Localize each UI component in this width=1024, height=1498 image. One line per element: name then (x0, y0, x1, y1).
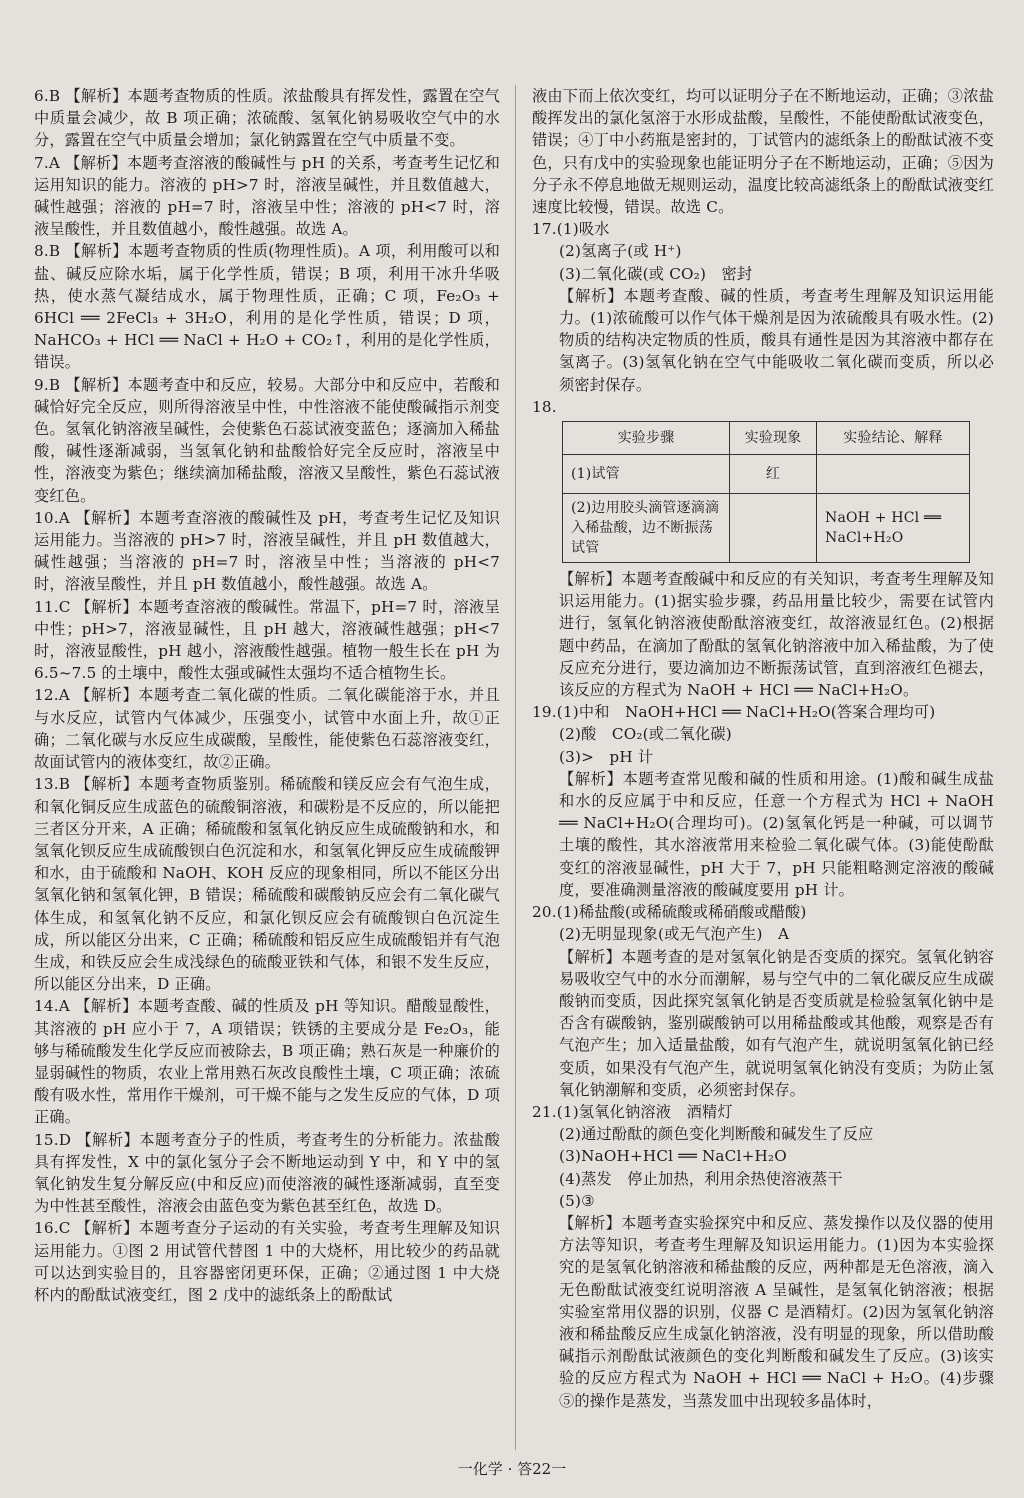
answer-21-line-3: (3)NaOH+HCl ══ NaCl+H₂O (559, 1147, 787, 1166)
answer-19-analysis: 【解析】本题考查常见酸和碱的性质和用途。(1)酸和碱生成盐和水的反应属于中和反应，任意一个方程式为 HCl + NaOH ══ NaCl+H₂O(合理均可)。(2)氢氧化钙是一种碱，可以调节土壤的酸性，其水溶液常用来检验二氧化碳气体。(3)能使酚酞变红的溶液显碱性，pH 大于 7，pH 只能粗略测定溶液的酸碱度，要准确测量溶液的酸碱度要用 pH 计。 (559, 769, 994, 899)
left-column (34, 85, 500, 1306)
answer-19-line-1: 19.(1)中和 NaOH+HCl ══ NaCl+H₂O(答案合理均可) (532, 703, 936, 722)
answer-7: 7.A 【解析】本题考查溶液的酸碱性与 pH 的关系，考查考生记忆和运用知识的能力。溶液的 pH>7 时，溶液呈碱性，并且数值越大，碱性越强；溶液的 pH=7 时，溶液呈中性；溶液的 pH<7 时，溶液呈酸性，并且数值越小，酸性越强。故选 A。 (34, 153, 500, 239)
answer-17-line-1: 17.(1)吸水 (532, 220, 610, 239)
answer-21-line-4: (4)蒸发 停止加热，利用余热使溶液蒸干 (559, 1169, 843, 1188)
answer-10: 10.A 【解析】本题考查溶液的酸碱性及 pH，考查考生记忆及知识运用能力。当溶液的 pH>7 时，溶液呈碱性，并且 pH 数值越大，碱性越强；当溶液的 pH=7 时，溶液呈中性；当溶液的 pH<7 时，溶液呈酸性，并且 pH 数值越小，酸性越强。故选 A。 (34, 508, 500, 594)
answer-19-line-2: (2)酸 CO₂(或二氧化碳) (559, 725, 732, 744)
answer-20-analysis: 【解析】本题考查的是对氢氧化钠是否变质的探究。氢氧化钠容易吸收空气中的水分而潮解，易与空气中的二氧化碳反应生成碳酸钠而变质，因此探究氢氧化钠是否变质就是检验氢氧化钠中是否含有碳酸钠，鉴别碳酸钠可以用稀盐酸或其他酸，观察是否有气泡产生；加入适量盐酸，如有气泡产生，就说明氢氧化钠已经变质，如果没有气泡产生，就说明氢氧化钠没有变质；为防止氢氧化钠潮解和变质，必须密封保存。 (559, 947, 994, 1099)
table-header-conclusion: 实验结论、解释 (817, 422, 970, 455)
column-divider (515, 85, 516, 1450)
experiment-table (562, 421, 970, 563)
answer-15: 15.D 【解析】本题考查分子的性质，考查考生的分析能力。浓盐酸具有挥发性，X 中的氯化氢分子会不断地运动到 Y 中，和 Y 中的氢氧化钠发生复分解反应(中和反应)而使溶液的碱性逐渐减弱，直至变为中性甚至酸性，溶液会由蓝色变为紫色甚至红色，故选 D。 (34, 1130, 500, 1216)
answer-9: 9.B 【解析】本题考查中和反应，较易。大部分中和反应中，若酸和碱恰好完全反应，则所得溶液呈中性，中性溶液不能使酸碱指示剂变色。氢氧化钠溶液呈碱性，会使紫色石蕊试液变蓝色；逐滴加入稀盐酸，碱性逐渐减弱，当氢氧化钠和盐酸恰好完全反应时，溶液呈中性，溶液变为紫色；继续滴加稀盐酸，溶液又呈酸性，紫色石蕊试液变红色。 (34, 375, 500, 505)
table-cell (730, 494, 817, 563)
answer-18-analysis: 【解析】本题考查酸碱中和反应的有关知识，考查考生理解及知识运用能力。(1)据实验步骤，药品用量比较少，需要在试管内进行，氢氧化钠溶液使酚酞溶液变红，故溶液显红色。(2)根据题中药品，在滴加了酚酞的氢氧化钠溶液中加入稀盐酸，为了使反应充分进行，要边滴加边不断振荡试管，直到溶液红色褪去，该反应的方程式为 NaOH + HCl ══ NaCl+H₂O。 (559, 570, 994, 700)
answer-21-line-5: (5)③ (559, 1191, 595, 1210)
right-column (532, 85, 994, 1412)
answer-17-analysis: 【解析】本题考查酸、碱的性质，考查考生理解及知识运用能力。(1)浓硫酸可以作气体干燥剂是因为浓硫酸具有吸水性。(2)物质的结构决定物质的性质，酸具有通性是因为其溶液中都存在氢离子。(3)氢氧化钠在空气中能吸收二氧化碳而变质，所以必须密封保存。 (559, 286, 994, 394)
answer-16: 16.C 【解析】本题考查分子运动的有关实验，考查考生理解及知识运用能力。①图 2 用试管代替图 1 中的大烧杯，用比较少的药品就可以达到实验目的，且容器密闭更环保，正确；②通过图 1 中大烧杯内的酚酞试液变红，图 2 戊中的滤纸条上的酚酞试 (34, 1219, 500, 1304)
table-cell: 红 (730, 455, 817, 494)
answer-18-number: 18. (532, 397, 557, 416)
answer-17-line-2: (2)氢离子(或 H⁺) (559, 242, 682, 261)
answer-20-line-2: (2)无明显现象(或无气泡产生) A (559, 925, 790, 944)
answer-6: 6.B 【解析】本题考查物质的性质。浓盐酸具有挥发性，露置在空气中质量会减少，故 B 项正确；浓硫酸、氢氧化钠易吸收空气中的水分，露置在空气中质量会增加；氯化钠露置在空气中质量不变。 (34, 87, 500, 150)
answer-21-line-2: (2)通过酚酞的颜色变化判断酸和碱发生了反应 (559, 1125, 874, 1144)
table-row (563, 494, 970, 563)
answer-20-line-1: 20.(1)稀盐酸(或稀硫酸或稀硝酸或醋酸) (532, 903, 807, 922)
page-footer: 一化学 · 答22一 (457, 1460, 567, 1478)
table-cell (817, 455, 970, 494)
answer-12: 12.A 【解析】本题考查二氧化碳的性质。二氧化碳能溶于水，并且与水反应，试管内气体减少，压强变小，试管中水面上升，故①正确；二氧化碳与水反应生成碳酸，呈酸性，能使紫色石蕊溶液变红，故面试管内的液体变红，故②正确。 (34, 686, 500, 772)
answer-14: 14.A 【解析】本题考查酸、碱的性质及 pH 等知识。醋酸显酸性，其溶液的 pH 应小于 7，A 项错误；铁锈的主要成分是 Fe₂O₃，能够与稀硫酸发生化学反应而被除去，B 项正确；熟石灰是一种廉价的显弱碱性的物质，农业上常用熟石灰改良酸性土壤，C 项正确；浓硫酸有吸水性，常用作干燥剂，可干燥不能与之发生反应的气体，D 项正确。 (34, 997, 500, 1127)
answer-8: 8.B 【解析】本题考查物质的性质(物理性质)。A 项，利用酸可以和盐、碱反应除水垢，属于化学性质，错误；B 项，利用干冰升华吸热，使水蒸气凝结成水，属于物理性质，正确；C 项，Fe₂O₃ + 6HCl ══ 2FeCl₃ + 3H₂O，利用的是化学性质，错误；D 项，NaHCO₃ + HCl ══ NaCl + H₂O + CO₂↑，利用的是化学性质，错误。 (34, 242, 500, 372)
answer-11: 11.C 【解析】本题考查溶液的酸碱性。常温下，pH=7 时，溶液呈中性；pH>7，溶液显碱性，且 pH 越大，溶液碱性越强；pH<7 时，溶液显酸性，pH 越小，溶液酸性越强。植物一般生长在 pH 为 6.5~7.5 的土壤中，酸性太强或碱性太强均不适合植物生长。 (34, 597, 500, 683)
table-header-phenomenon: 实验现象 (730, 422, 817, 455)
table-header-row (563, 422, 970, 455)
answer-13: 13.B 【解析】本题考查物质鉴别。稀硫酸和镁反应会有气泡生成，和氧化铜反应生成蓝色的硫酸铜溶液，和碳粉是不反应的，所以能把三者区分开来，A 正确；稀硫酸和氢氧化钠反应生成硫酸钠和水，和氢氧化钡反应生成硫酸钡白色沉淀和水，和氢氧化钾反应生成硫酸钾和水，由于硫酸和 NaOH、KOH 反应的现象相同，所以不能区分出氢氧化钠和氢氧化钾，B 错误；稀硫酸和碳酸钠反应会有二氧化碳气体生成，和氢氧化钠不反应，和氯化钡反应会有硫酸钡白色沉淀生成，所以能区分出来，C 正确；稀硫酸和铝反应生成硫酸铝并有气泡生成，和铁反应会生成浅绿色的硫酸亚铁和气体，和银不发生反应，所以能区分出来，D 正确。 (34, 775, 500, 994)
answer-17-line-3: (3)二氧化碳(或 CO₂) 密封 (559, 264, 753, 283)
table-row (563, 455, 970, 494)
table-cell: (1)试管 (563, 455, 730, 494)
table-cell: (2)边用胶头滴管逐滴滴入稀盐酸，边不断振荡试管 (563, 494, 730, 563)
table-cell: NaOH + HCl ══ NaCl+H₂O (817, 494, 970, 563)
answer-21-line-1: 21.(1)氢氧化钠溶液 酒精灯 (532, 1102, 733, 1121)
answer-21-analysis: 【解析】本题考查实验探究中和反应、蒸发操作以及仪器的使用方法等知识，考查考生理解及知识运用能力。(1)因为本实验探究的是氢氧化钠溶液和稀盐酸的反应，两种都是无色溶液，滴入无色酚酞试液变红说明溶液 A 呈碱性，是氢氧化钠溶液；根据实验室常用仪器的识别，仪器 C 是酒精灯。(2)因为氢氧化钠溶液和稀盐酸反应生成氯化钠溶液，没有明显的现象，所以借助酸碱指示剂酚酞试液颜色的变化判断酸和碱发生了反应。(3)该实验的反应方程式为 NaOH + HCl ══ NaCl + H₂O。(4)步骤⑤的操作是蒸发，当蒸发皿中出现较多晶体时， (559, 1213, 994, 1410)
table-header-step: 实验步骤 (563, 422, 730, 455)
answer-19-line-3: (3)> pH 计 (559, 747, 654, 766)
answer-16-continued: 液由下而上依次变红，均可以证明分子在不断地运动，正确；③浓盐酸挥发出的氯化氢溶于水形成盐酸，呈酸性，不能使酚酞试液变色，错误；④丁中小药瓶是密封的，丁试管内的滤纸条上的酚酞试液不变色，只有戊中的实验现象也能证明分子在不断地运动，正确；⑤因为分子永不停息地做无规则运动，温度比较高滤纸条上的酚酞试液变红速度比较慢，错误。故选 C。 (532, 87, 994, 217)
